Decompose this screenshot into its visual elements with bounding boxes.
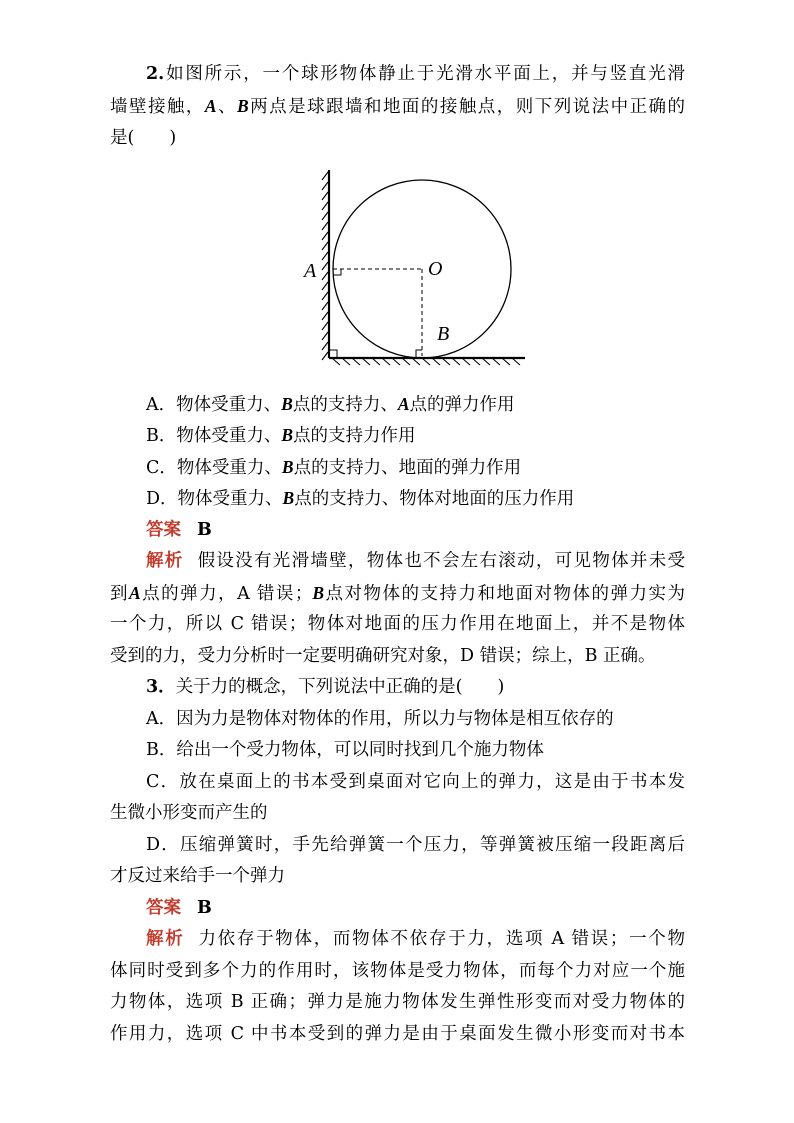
q3-analysis-line-2: 体同时受到多个力的作用时，该物体是受力物体，而每个力对应一个施 [110,961,685,981]
answer-label: 答案 [146,898,181,918]
q3-option-d-line-1: D．压缩弹簧时，手先给弹簧一个压力，等弹簧被压缩一段距离后 [146,835,685,855]
q3-option-b: B．给出一个受力物体，可以同时找到几个施力物体 [146,740,544,760]
q2-analysis-line-4: 受到的力，受力分析时一定要明确研究对象，D 错误；综上，B 正确。 [110,646,656,666]
q3-number: 3． [146,677,176,697]
label-a: A [304,260,317,282]
q2-answer [146,518,212,542]
right-angle-mark-b [416,350,422,358]
q3-option-c-line-1: C．放在桌面上的书本受到桌面对它向上的弹力，这是由于书本发 [146,772,685,792]
q2-analysis-line-3: 一个力，所以 C 错误；物体对地面的压力作用在地面上，并不是物体 [110,614,685,634]
q2-stem-line-2: 墙壁接触，A、B两点是球跟墙和地面的接触点，则下列说法中正确的 [110,96,686,117]
q3-analysis-line-1: 解析 力依存于物体，而物体不依存于力，选项 A 错误；一个物 [146,929,686,949]
q2-option-c: C．物体受重力、B点的支持力、地面的弹力作用 [146,457,522,478]
q2-stem-line-1: 2.如图所示，一个球形物体静止于光滑水平面上，并与竖直光滑 [146,64,685,84]
q2-stem-line-3: 是( ) [110,128,177,148]
answer-label: 答案 [146,520,181,540]
wall-hatching [322,172,328,360]
q2-analysis-line-1: 解析 假设没有光滑墙壁，物体也不会左右滚动，可见物体并未受 [146,551,685,571]
q3-option-d-line-2: 才反过来给手一个弹力 [110,866,285,886]
answer-value: B [197,898,212,918]
q3-option-a: A．因为力是物体对物体的作用，所以力与物体是相互依存的 [146,709,614,729]
q3-option-c-line-2: 生微小形变而产生的 [110,803,268,823]
label-b: B [437,323,450,345]
q3-analysis-line-4: 作用力，选项 C 中书本受到的弹力是由于桌面发生微小形变而对书本 [110,1024,685,1044]
label-o: O [428,258,443,280]
q2-option-b: B．物体受重力、B点的支持力作用 [146,425,416,446]
q3-analysis-line-3: 力物体，选项 B 正确；弹力是施力物体发生弹性形变而对受力物体的 [110,992,685,1012]
right-angle-mark-corner [329,350,337,358]
sphere-wall-figure [300,160,540,375]
q3-answer [146,896,212,920]
right-angle-mark-a [333,269,341,275]
answer-value: B [197,520,212,540]
q2-option-a: A．物体受重力、B点的支持力、A点的弹力作用 [146,394,515,415]
q2-analysis-line-2: 到A点的弹力，A 错误；B点对物体的支持力和地面对物体的弹力实为 [110,583,686,604]
analysis-label: 解析 [146,551,184,571]
analysis-label: 解析 [146,929,185,949]
q3-stem: 3．关于力的概念，下列说法中正确的是( ) [146,677,505,697]
q2-number: 2. [146,64,165,84]
q2-option-d: D．物体受重力、B点的支持力、物体对地面的压力作用 [146,488,575,509]
